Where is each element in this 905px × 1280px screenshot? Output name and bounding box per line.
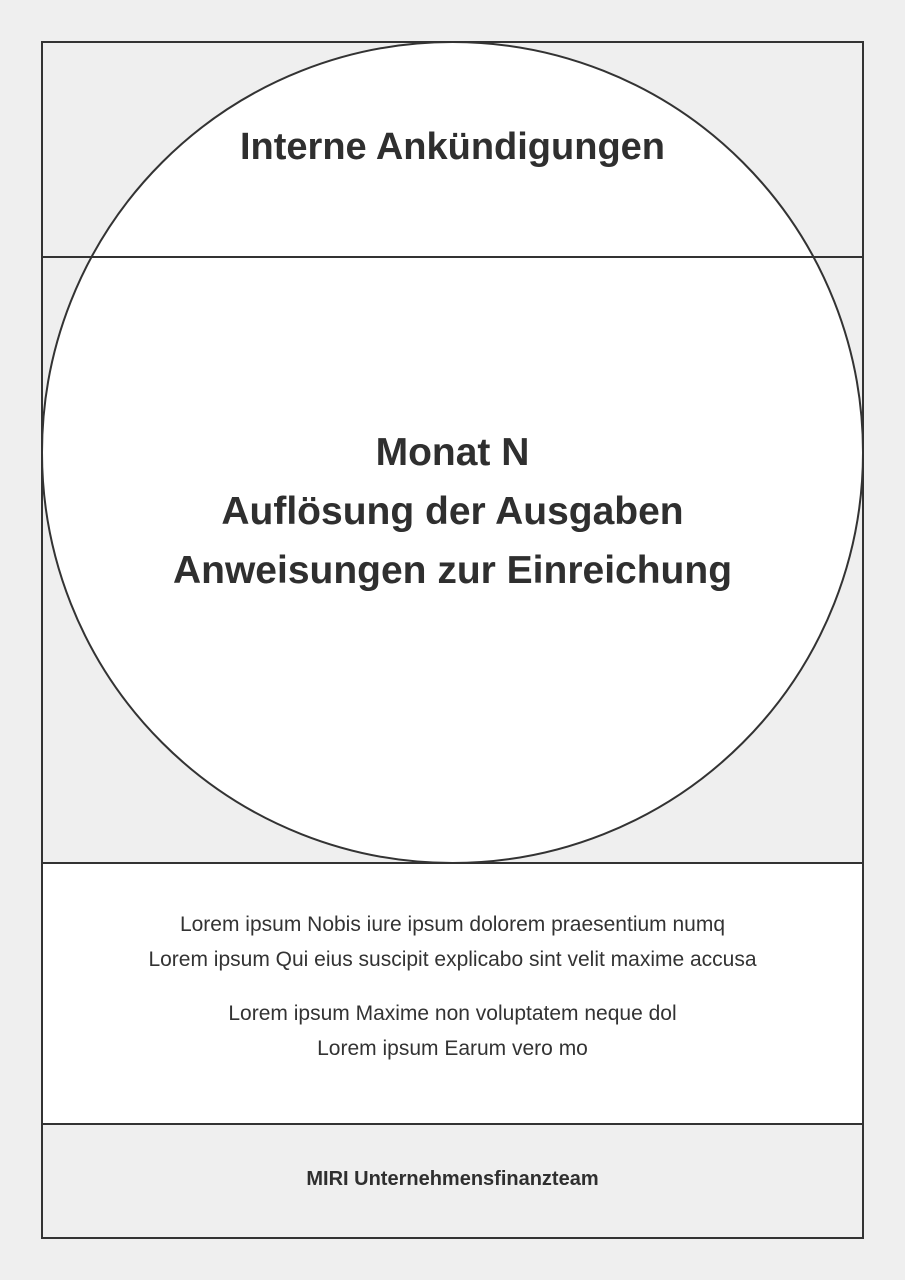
hero-text (41, 423, 864, 600)
header-divider (41, 256, 864, 258)
body-paragraph-line: Lorem ipsum Earum vero mo (317, 1037, 588, 1060)
body-paragraph-2 (43, 996, 862, 1066)
page-title: Interne Ankündigungen (239, 126, 665, 168)
hero-line-instructions: Anweisungen zur Einreichung (172, 549, 733, 592)
hero-line-expenses: Auflösung der Ausgaben (221, 490, 684, 533)
body-paragraph-1 (43, 907, 862, 977)
footer-divider (41, 1123, 864, 1125)
body-section (43, 864, 862, 1123)
footer-team-label: MIRI Unternehmensfinanzteam (306, 1168, 599, 1190)
body-paragraph-line: Lorem ipsum Nobis iure ipsum dolorem praesentium numq (179, 913, 726, 936)
body-paragraph-line: Lorem ipsum Maxime non voluptatem neque dol (228, 1002, 677, 1025)
body-paragraph-line: Lorem ipsum Qui eius suscipit explicabo sint velit maxime accusa (148, 948, 757, 971)
hero-line-month: Monat N (375, 431, 530, 474)
body-divider (41, 862, 864, 864)
